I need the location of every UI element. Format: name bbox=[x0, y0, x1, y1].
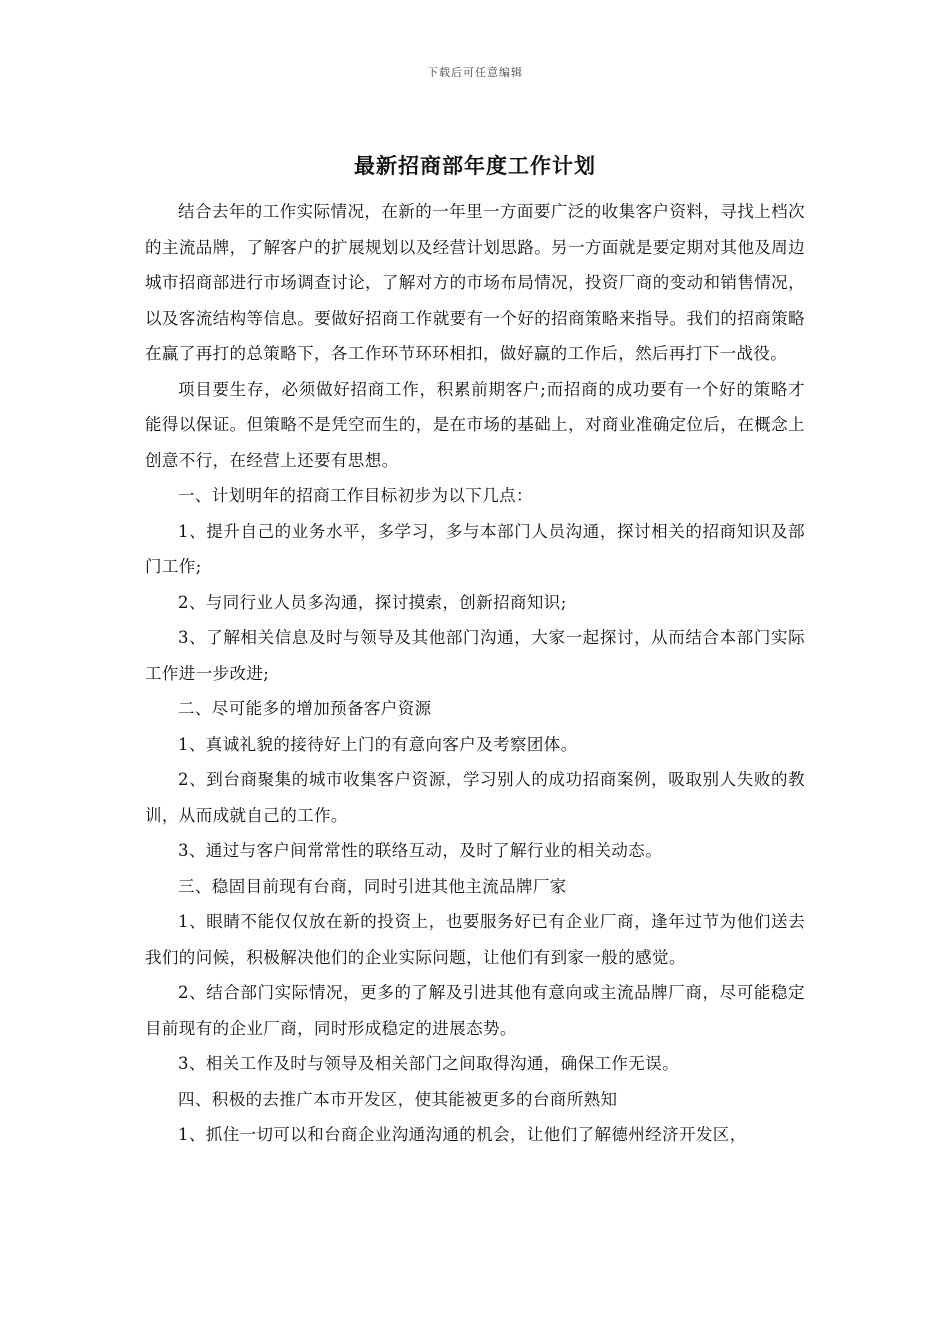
document-body bbox=[145, 194, 805, 1153]
list-item: 2、与同行业人员多沟通，探讨摸索，创新招商知识; bbox=[178, 592, 567, 612]
document-title: 最新招商部年度工作计划 bbox=[354, 153, 596, 178]
list-item: 1、抓住一切可以和台商企业沟通沟通的机会，让他们了解德州经济开发区， bbox=[178, 1125, 747, 1144]
paragraph-intro: 结合去年的工作实际情况，在新的一年里一方面要广泛的收集客户资料，寻找上档次的主流品牌，了解客户的扩展规划以及经营计划思路。另一方面就是要定期对其他及周边城市招商部进行市场调查讨论，了解对方的市场布局情况，投资厂商的变动和销售情况，以及客流结构等信息。要做好招商工作就要有一个好的招商策略来指导。我们的招商策略在赢了再打的总策略下，各工作环节环环相扣，做好赢的工作后，然后再打下一战役。 bbox=[145, 202, 805, 363]
list-item: 1、提升自己的业务水平，多学习，多与本部门人员沟通，探讨相关的招商知识及部门工作; bbox=[145, 521, 805, 576]
list-item: 1、眼睛不能仅仅放在新的投资上，也要服务好已有企业厂商，逢年过节为他们送去我们的问候，积极解决他们的企业实际问题，让他们有到家一般的感觉。 bbox=[145, 912, 805, 967]
paragraph-project: 项目要生存，必须做好招商工作，积累前期客户;而招商的成功要有一个好的策略才能得以保证。但策略不是凭空而生的，是在市场的基础上，对商业准确定位后，在概念上创意不行，在经营上还要有思想。 bbox=[145, 379, 805, 470]
list-item: 3、相关工作及时与领导及相关部门之间取得沟通，确保工作无误。 bbox=[178, 1054, 679, 1073]
list-item: 2、结合部门实际情况，更多的了解及引进其他有意向或主流品牌厂商，尽可能稳定目前现有的企业厂商，同时形成稳定的进展态势。 bbox=[145, 983, 805, 1038]
list-item: 1、真诚礼貌的接待好上门的有意向客户及考察团体。 bbox=[178, 734, 578, 754]
list-item: 3、了解相关信息及时与领导及其他部门沟通，大家一起探讨，从而结合本部门实际工作进一步改进; bbox=[145, 628, 805, 683]
list-item: 2、到台商聚集的城市收集客户资源，学习别人的成功招商案例，吸取别人失败的教训，从而成就自己的工作。 bbox=[145, 770, 805, 825]
section-heading-3: 三、稳固目前现有台商，同时引进其他主流品牌厂家 bbox=[178, 876, 567, 896]
list-item: 3、通过与客户间常常性的联络互动，及时了解行业的相关动态。 bbox=[178, 841, 663, 860]
section-heading-2: 二、尽可能多的增加预备客户资源 bbox=[178, 699, 432, 718]
header-note: 下载后可任意编辑 bbox=[427, 66, 523, 79]
section-heading-1: 一、计划明年的招商工作目标初步为以下几点： bbox=[178, 486, 533, 505]
section-heading-4: 四、积极的去推广本市开发区，使其能被更多的台商所熟知 bbox=[178, 1089, 618, 1109]
